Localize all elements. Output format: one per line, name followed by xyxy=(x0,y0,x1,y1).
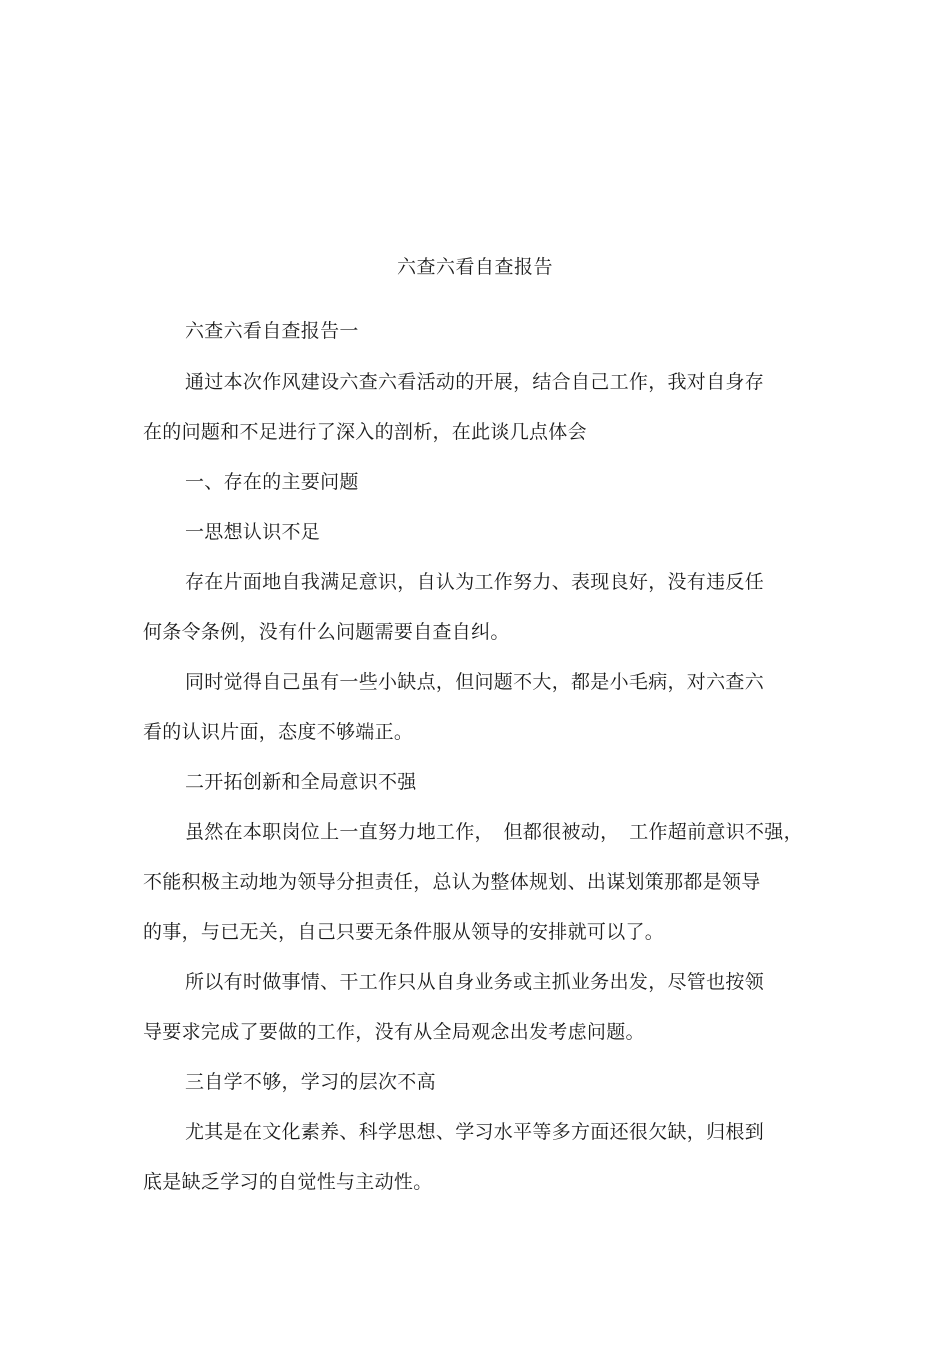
paragraph-line: 导要求完成了要做的工作，没有从全局观念出发考虑问题。 xyxy=(143,1021,645,1043)
paragraph-line: 不能积极主动地为领导分担责任，总认为整体规划、出谋划策那都是领导 xyxy=(143,871,761,893)
paragraph-line: 在的问题和不足进行了深入的剖析，在此谈几点体会 xyxy=(143,421,587,443)
paragraph-line: 看的认识片面，态度不够端正。 xyxy=(143,721,414,743)
document-title: 六查六看自查报告 xyxy=(396,256,553,278)
paragraph-line: 同时觉得自己虽有一些小缺点，但问题不大，都是小毛病，对六查六 xyxy=(185,671,765,693)
paragraph-line: 底是缺乏学习的自觉性与主动性。 xyxy=(143,1171,433,1193)
paragraph-line: 存在片面地自我满足意识，自认为工作努力、表现良好，没有违反任 xyxy=(185,571,765,593)
paragraph-line: 何条令条例，没有什么问题需要自查自纠。 xyxy=(143,621,510,643)
paragraph-line: 所以有时做事情、干工作只从自身业务或主抓业务出发，尽管也按领 xyxy=(185,971,765,993)
subsection-heading: 二开拓创新和全局意识不强 xyxy=(185,771,417,793)
subsection-heading: 三自学不够，学习的层次不高 xyxy=(185,1071,436,1093)
subsection-heading: 一思想认识不足 xyxy=(185,521,321,543)
paragraph-line: 通过本次作风建设六查六看活动的开展，结合自己工作，我对自身存 xyxy=(185,371,765,393)
section-heading: 六查六看自查报告一 xyxy=(185,320,359,342)
paragraph-line: 虽然在本职岗位上一直努力地工作， 但都很被动， 工作超前意识不强， xyxy=(185,821,803,843)
paragraph-line: 的事，与已无关，自己只要无条件服从领导的安排就可以了。 xyxy=(143,921,665,943)
paragraph-line: 尤其是在文化素养、科学思想、学习水平等多方面还很欠缺，归根到 xyxy=(185,1121,765,1143)
section-heading: 一、存在的主要问题 xyxy=(185,471,359,493)
